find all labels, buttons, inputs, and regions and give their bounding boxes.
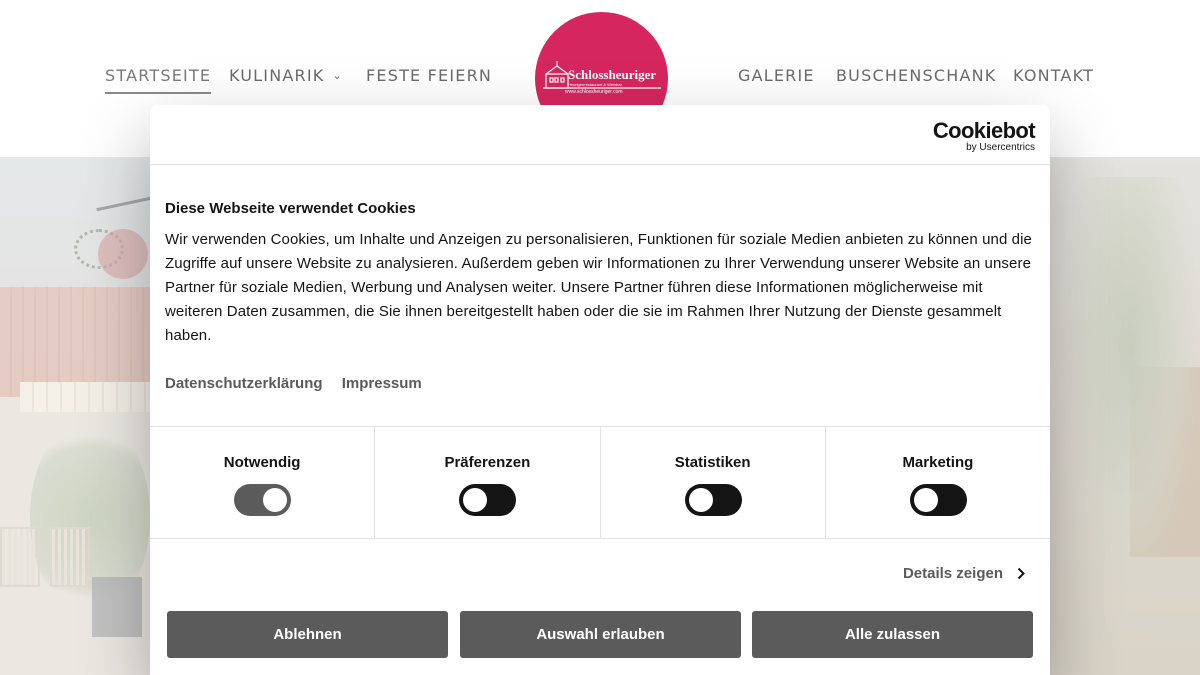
category-preferences [375, 427, 600, 538]
nav-kontakt[interactable]: KONTAKT [1013, 66, 1095, 85]
cookiebot-logo-name: Cookiebot [932, 118, 1035, 143]
category-necessary [150, 427, 375, 538]
chevron-down-icon: ⌄ [332, 69, 343, 82]
allow-all-button[interactable]: Alle zulassen [752, 611, 1033, 658]
dialog-header [150, 105, 1050, 165]
category-label: Statistiken [674, 454, 751, 471]
privacy-policy-link[interactable]: Datenschutzerklärung [165, 375, 323, 392]
necessary-toggle[interactable] [234, 484, 291, 516]
dialog-links [165, 375, 437, 392]
marketing-toggle[interactable] [910, 484, 967, 516]
nav-kulinarik[interactable] [229, 66, 343, 85]
nav-kulinarik-label: KULINARIK [229, 66, 325, 85]
chevron-right-icon [1017, 567, 1025, 580]
logo-subtitle: Heurigenrestaurant & Weinbar [568, 82, 622, 87]
category-marketing [826, 427, 1050, 538]
category-statistics [601, 427, 826, 538]
nav-buschenschank[interactable]: BUSCHENSCHANK [836, 66, 997, 85]
consent-categories [150, 426, 1050, 539]
dialog-body-text: Wir verwenden Cookies, um Inhalte und Anzeigen zu personalisieren, Funktionen für soziale Medien anbieten zu können und die Zugriffe auf unsere Website zu analysieren. Außerdem geben wir Informationen zu Ihrer Verwendung unserer Website an unsere Partner für soziale Medien, Werbung und Analysen weiter. Unsere Partner führen diese Informationen möglicherweise mit weiteren Daten zusammen, die Sie ihnen bereitgestellt haben oder die sie im Rahmen Ihrer Nutzung der Dienste gesammelt haben. [165, 231, 1032, 344]
show-details-label: Details zeigen [902, 565, 1003, 582]
statistics-toggle[interactable] [685, 484, 742, 516]
show-details-link[interactable] [903, 565, 1025, 582]
cookiebot-logo [933, 120, 1035, 153]
dialog-title: Diese Webseite verwendet Cookies [165, 200, 416, 217]
category-label: Präferenzen [444, 454, 531, 471]
cookiebot-logo-sub: by Usercentrics [966, 142, 1035, 153]
nav-feste-feiern[interactable]: FESTE FEIERN [366, 66, 493, 85]
decline-button[interactable]: Ablehnen [167, 611, 448, 658]
category-label: Marketing [902, 454, 974, 471]
allow-selection-button[interactable]: Auswahl erlauben [460, 611, 741, 658]
imprint-link[interactable]: Impressum [341, 375, 422, 392]
cookie-consent-dialog [150, 105, 1050, 675]
nav-galerie[interactable]: GALERIE [738, 66, 815, 85]
logo-name: Schlossheuriger [568, 67, 657, 82]
logo-url: www.schlossheuriger.com [565, 89, 623, 95]
category-label: Notwendig [223, 454, 301, 471]
nav-startseite[interactable]: STARTSEITE [105, 66, 212, 85]
preferences-toggle[interactable] [459, 484, 516, 516]
